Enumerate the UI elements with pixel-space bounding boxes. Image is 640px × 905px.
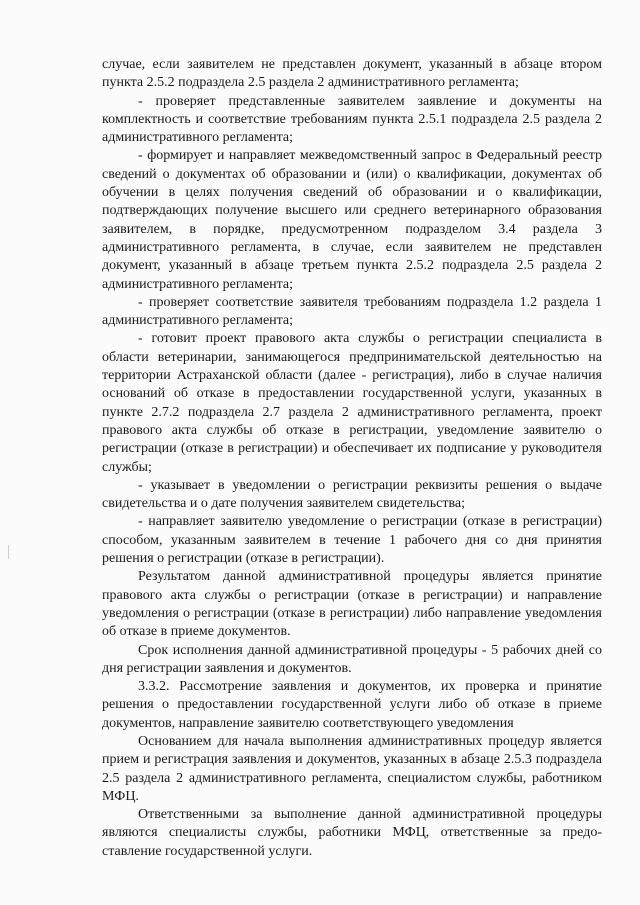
paragraph: Результатом данной административной процедуры является принятие правового акта службы о регистрации (отказе в регистрации) и направление уведомления о регистрации (отказе в регистрации) либо направление уведомления об отказе в приеме документов. <box>102 569 602 640</box>
paragraph: Ответственными за выполнение данной административной процедуры являются специалисты службы, работники МФЦ, ответственные за предоставление государственной услуги. <box>102 807 602 859</box>
paragraph: - направляет заявителю уведомление о регистрации (отказе в регистрации) способом, указанным заявителем в течение 1 рабочего дня со дня принятия решения о регистрации (отказе в регистрации). <box>102 514 602 567</box>
paragraph: - проверяет соответствие заявителя требованиям подраздела 1.2 раздела 1 административного регламента; <box>102 294 602 329</box>
paragraph: - формирует и направляет межведомственный запрос в Федеральный реестр сведений о документах об образовании и (или) о квалификации, документах об обучении в целях получения сведений об образовании и о квалификации, подтверждающих получение высшего или среднего ветеринарного образования заявителем, в порядке, предусмотренном подразделом 3.4 раздела 3 административного регламента, в случае, если заявителем не представлен документ, указанный в абзаце третьем пункта 2.5.2 подраздела 2.5 раздела 2 административного регламента; <box>102 148 602 292</box>
section-heading: 3.3.2. Рассмотрение заявления и документов, их проверка и принятие решения о предоставлении государственной услуги либо об отказе в приеме документов, направление заявителю соответствующего уведомления <box>102 679 602 731</box>
scan-artifact <box>8 545 9 559</box>
document-body <box>102 56 602 861</box>
paragraph: Основанием для начала выполнения административных процедур является прием и регистрация заявления и документов, указанных в абзаце 2.5.3 подраздела 2.5 раздела 2 административного регламента, специалистом службы, работником МФЦ. <box>102 733 602 804</box>
paragraph: - готовит проект правового акта службы о регистрации специалиста в области ветеринарии, занимающегося предпринимательской деятельностью на территории Астраханской области (далее - регистрация), либо в случае наличия оснований об отказе в предоставлении государственной услуги, указанных в пункте 2.7.2 подраздела 2.7 раздела 2 административного регламента, проект правового акта службы об отказе в регистрации, уведомление заявителю о регистрации (отказе в регистрации) и обеспечивает их подписание у руководителя службы; <box>102 331 602 475</box>
paragraph: - проверяет представленные заявителем заявление и документы на комплектность и соответствие требованиям пункта 2.5.1 подраздела 2.5 раздела 2 административного регламента; <box>102 93 602 146</box>
paragraph: Срок исполнения данной административной процедуры - 5 рабочих дней со дня регистрации заявления и документов. <box>102 642 602 676</box>
paragraph: случае, если заявителем не представлен документ, указанный в абзаце втором пункта 2.5.2 подраздела 2.5 раздела 2 административного регламента; <box>102 57 602 91</box>
paragraph: - указывает в уведомлении о регистрации реквизиты решения о выдаче свидетельства и о дате получения заявителем свидетельства; <box>102 477 602 512</box>
